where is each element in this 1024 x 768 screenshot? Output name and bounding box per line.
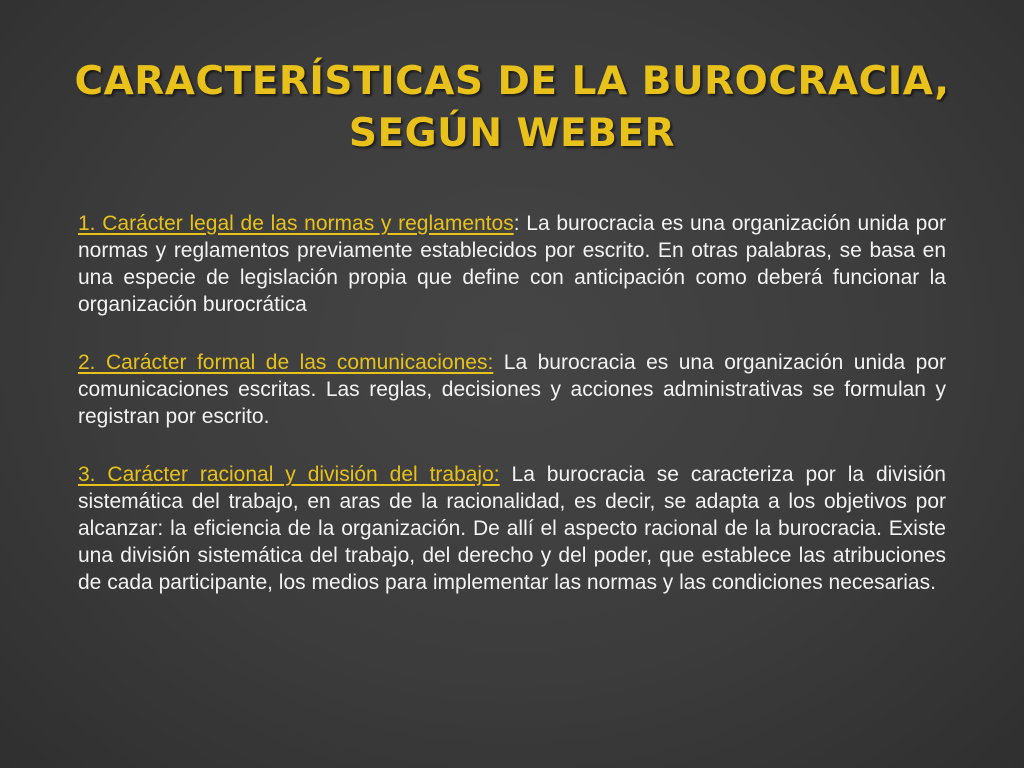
- item-formal: [78, 349, 946, 430]
- item-legal-text: La burocracia es una organización unida por normas y reglamentos previamente establecidos por escrito. En otras palabras, se basa en una especie de legislación propia que define con anticipación como deberá funcionar la organización burocrática: [78, 212, 946, 316]
- item-formal-text: La burocracia es una organización unida por comunicaciones escritas. Las reglas, decisiones y acciones administrativas se formulan y registran por escrito.: [78, 351, 946, 428]
- slide-title: [40, 56, 984, 160]
- item-racional-heading: 3. Carácter racional y división del trabajo:: [78, 463, 500, 486]
- item-racional-text: La burocracia se caracteriza por la división sistemática del trabajo, en aras de la racionalidad, es decir, se adapta a los objetivos por alcanzar: la eficiencia de la organización. De allí el aspecto racional de la burocracia. Existe una división sistemática del trabajo, del derecho y del poder, que establece las atribuciones de cada participante, los medios para implementar las normas y las condiciones necesarias.: [78, 463, 946, 594]
- item-formal-separator: [493, 351, 503, 374]
- item-legal-separator: :: [513, 212, 527, 235]
- item-racional-separator: [500, 463, 512, 486]
- title-line-1: CARACTERÍSTICAS DE LA BUROCRACIA,: [74, 59, 950, 104]
- slide-body: [78, 210, 946, 627]
- item-racional: [78, 461, 946, 596]
- title-line-2: SEGÚN WEBER: [348, 111, 676, 156]
- item-legal-heading: 1. Carácter legal de las normas y reglamentos: [78, 212, 514, 235]
- item-legal: [78, 210, 946, 318]
- item-formal-heading: 2. Carácter formal de las comunicaciones:: [78, 351, 494, 374]
